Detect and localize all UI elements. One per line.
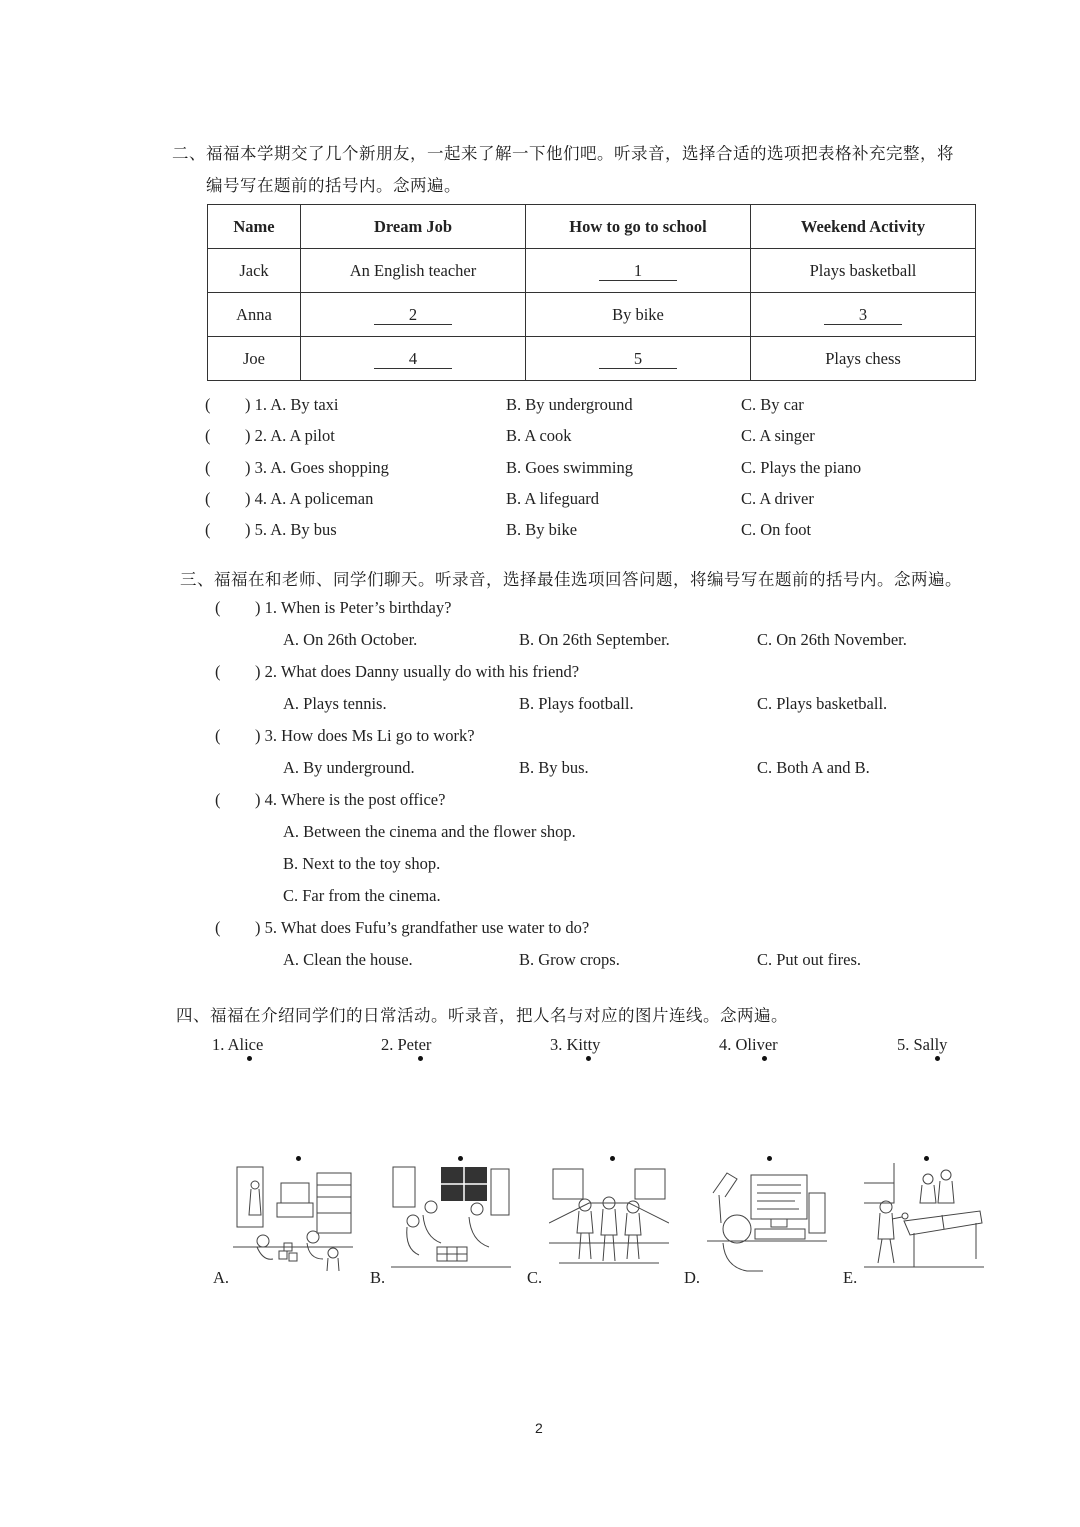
question-option-b: B. By bike bbox=[506, 520, 578, 539]
question-option-c: C. Put out fires. bbox=[757, 950, 862, 969]
table-row bbox=[208, 337, 976, 381]
student-name-kitty: 3. Kitty bbox=[550, 1035, 601, 1054]
question-option-a: A. Plays tennis. bbox=[283, 694, 387, 713]
blank-3: 3 bbox=[824, 306, 902, 325]
blank-cell[interactable] bbox=[301, 337, 526, 381]
blank-cell[interactable] bbox=[301, 293, 526, 337]
match-dot-sally[interactable] bbox=[935, 1056, 940, 1061]
picture-kids-playing-blocks bbox=[233, 1163, 353, 1275]
answer-paren[interactable]: ( bbox=[205, 458, 211, 477]
answer-paren[interactable]: ( bbox=[205, 489, 211, 508]
cell-name: Jack bbox=[208, 249, 301, 293]
section2-title-line1: 二、福福本学期交了几个新朋友，一起来了解一下他们吧。听录音，选择合适的选项把表格补充完整，将 bbox=[172, 144, 954, 163]
picture-label-d: D. bbox=[684, 1268, 701, 1287]
cell-weekend-activity: Plays basketball bbox=[751, 249, 976, 293]
student-name-oliver: 4. Oliver bbox=[719, 1035, 778, 1054]
question-option-a: A. On 26th October. bbox=[283, 630, 418, 649]
section4-title: 四、福福在介绍同学们的日常活动。听录音，把人名与对应的图片连线。念两遍。 bbox=[176, 1006, 788, 1025]
question-option-c: C. Plays basketball. bbox=[757, 694, 888, 713]
question-text: ) 4. Where is the post office? bbox=[255, 790, 446, 809]
cell-name: Joe bbox=[208, 337, 301, 381]
answer-paren[interactable]: ( bbox=[215, 598, 221, 617]
answer-paren[interactable]: ( bbox=[205, 520, 211, 539]
question-option-b: B. Goes swimming bbox=[506, 458, 633, 477]
question-text: ) 1. When is Peter’s birthday? bbox=[255, 598, 452, 617]
cell-dream-job: An English teacher bbox=[301, 249, 526, 293]
question-option-c: C. Plays the piano bbox=[741, 458, 862, 477]
picture-family-board-game bbox=[391, 1163, 511, 1275]
question-option-b: B. Grow crops. bbox=[519, 950, 620, 969]
answer-paren[interactable]: ( bbox=[215, 662, 221, 681]
question-option-c: C. By car bbox=[741, 395, 804, 414]
blank-1: 1 bbox=[599, 262, 677, 281]
question-option-b: B. A cook bbox=[506, 426, 572, 445]
question-option-c: C. On foot bbox=[741, 520, 812, 539]
page-number: 2 bbox=[535, 1420, 543, 1436]
match-dot-oliver[interactable] bbox=[762, 1056, 767, 1061]
match-dot-picture-c[interactable] bbox=[610, 1156, 615, 1161]
question-option-a: ) 1. A. By taxi bbox=[245, 395, 339, 414]
question-option-a: ) 3. A. Goes shopping bbox=[245, 458, 389, 477]
table-row bbox=[208, 249, 976, 293]
picture-boy-using-computer bbox=[707, 1163, 827, 1275]
cell-name: Anna bbox=[208, 293, 301, 337]
match-dot-peter[interactable] bbox=[418, 1056, 423, 1061]
question-option-c: C. A driver bbox=[741, 489, 814, 508]
cell-weekend-activity: Plays chess bbox=[751, 337, 976, 381]
question-option-a: ) 4. A. A policeman bbox=[245, 489, 374, 508]
match-dot-picture-b[interactable] bbox=[458, 1156, 463, 1161]
question-option-c: C. Far from the cinema. bbox=[283, 886, 441, 905]
blank-cell[interactable] bbox=[751, 293, 976, 337]
header-school-transport: How to go to school bbox=[526, 205, 751, 249]
student-name-peter: 2. Peter bbox=[381, 1035, 432, 1054]
picture-girl-table-tennis bbox=[864, 1163, 984, 1275]
question-option-a: A. Clean the house. bbox=[283, 950, 413, 969]
picture-label-a: A. bbox=[213, 1268, 230, 1287]
cell-school-transport: By bike bbox=[526, 293, 751, 337]
question-option-a: A. By underground. bbox=[283, 758, 415, 777]
match-dot-picture-e[interactable] bbox=[924, 1156, 929, 1161]
question-option-b: B. A lifeguard bbox=[506, 489, 600, 508]
section2-title-line2: 编号写在题前的括号内。念两遍。 bbox=[206, 176, 461, 195]
question-option-b: B. Plays football. bbox=[519, 694, 634, 713]
picture-label-c: C. bbox=[527, 1268, 543, 1287]
header-weekend-activity: Weekend Activity bbox=[751, 205, 976, 249]
header-name: Name bbox=[208, 205, 301, 249]
question-text: ) 2. What does Danny usually do with his friend? bbox=[255, 662, 580, 681]
match-dot-picture-a[interactable] bbox=[296, 1156, 301, 1161]
table-row bbox=[208, 293, 976, 337]
blank-2: 2 bbox=[374, 306, 452, 325]
answer-paren[interactable]: ( bbox=[215, 790, 221, 809]
blank-5: 5 bbox=[599, 350, 677, 369]
match-dot-kitty[interactable] bbox=[586, 1056, 591, 1061]
picture-label-e: E. bbox=[843, 1268, 858, 1287]
question-option-a: ) 5. A. By bus bbox=[245, 520, 337, 539]
student-name-alice: 1. Alice bbox=[212, 1035, 264, 1054]
blank-4: 4 bbox=[374, 350, 452, 369]
answer-paren[interactable]: ( bbox=[205, 395, 211, 414]
question-option-a: A. Between the cinema and the flower shop. bbox=[283, 822, 576, 841]
answer-paren[interactable]: ( bbox=[205, 426, 211, 445]
friends-table bbox=[207, 204, 976, 381]
question-option-c: C. A singer bbox=[741, 426, 815, 445]
question-option-b: B. By underground bbox=[506, 395, 633, 414]
question-option-a: ) 2. A. A pilot bbox=[245, 426, 335, 445]
picture-label-b: B. bbox=[370, 1268, 386, 1287]
blank-cell[interactable] bbox=[526, 249, 751, 293]
question-option-b: B. By bus. bbox=[519, 758, 589, 777]
picture-children-walking bbox=[549, 1163, 669, 1275]
match-dot-alice[interactable] bbox=[247, 1056, 252, 1061]
section3-title: 三、福福在和老师、同学们聊天。听录音，选择最佳选项回答问题，将编号写在题前的括号内。念两遍。 bbox=[180, 570, 962, 589]
question-option-c: C. On 26th November. bbox=[757, 630, 907, 649]
question-text: ) 5. What does Fufu’s grandfather use water to do? bbox=[255, 918, 590, 937]
header-dream-job: Dream Job bbox=[301, 205, 526, 249]
table-header-row bbox=[208, 205, 976, 249]
student-name-sally: 5. Sally bbox=[897, 1035, 948, 1054]
question-option-c: C. Both A and B. bbox=[757, 758, 870, 777]
question-option-b: B. Next to the toy shop. bbox=[283, 854, 441, 873]
match-dot-picture-d[interactable] bbox=[767, 1156, 772, 1161]
question-option-b: B. On 26th September. bbox=[519, 630, 670, 649]
blank-cell[interactable] bbox=[526, 337, 751, 381]
answer-paren[interactable]: ( bbox=[215, 726, 221, 745]
answer-paren[interactable]: ( bbox=[215, 918, 221, 937]
question-text: ) 3. How does Ms Li go to work? bbox=[255, 726, 475, 745]
